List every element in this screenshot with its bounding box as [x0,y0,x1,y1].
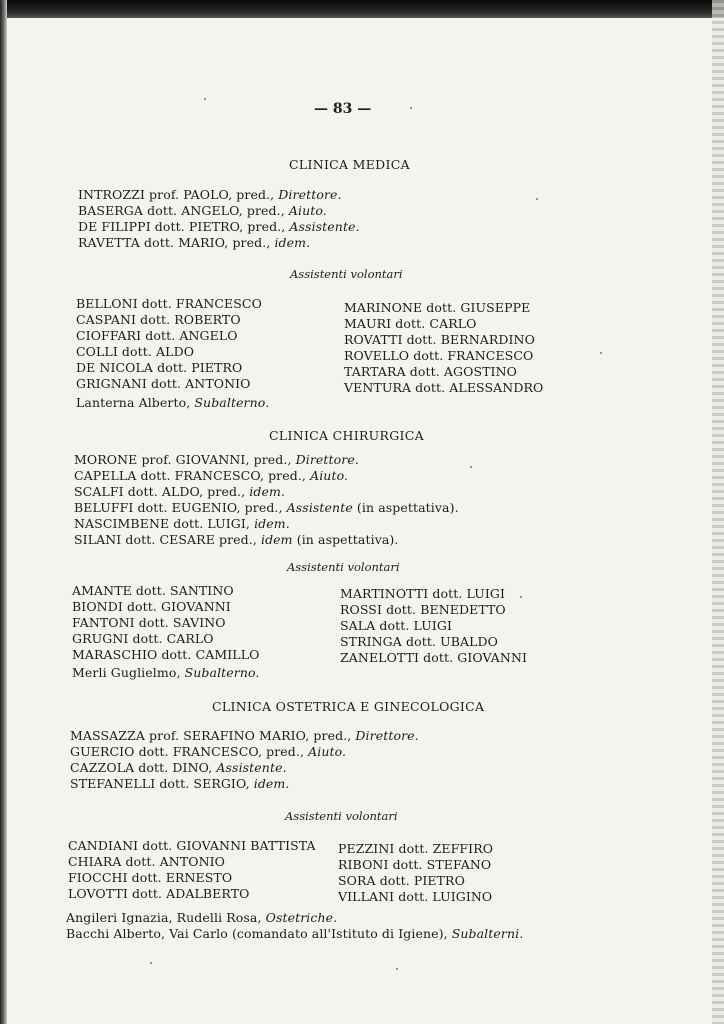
volunteer-name: BIONDI dott. GIOVANNI [72,599,231,614]
scan-speck [410,107,412,109]
section-heading: CLINICA MEDICA [289,157,410,172]
staff-line [74,452,359,468]
staff-role: Direttore. [295,452,359,467]
scan-speck [470,466,472,468]
scan-speck [536,198,538,200]
staff-note: (in aspettativa). [292,532,399,547]
staff-role: Aiuto. [310,468,349,483]
staff-role: idem. [274,235,311,250]
subalterno-name: Angileri Ignazia, Rudelli Rosa, [66,910,266,925]
volunteers-heading: Assistenti volontari [287,560,400,574]
subalterno-role: Subalterno. [184,665,260,680]
volunteer-name: MARINONE dott. GIUSEPPE [344,300,531,315]
volunteer-name: CHIARA dott. ANTONIO [68,854,226,869]
staff-role: Aiuto. [288,203,327,218]
subalterno-line [72,665,260,681]
page-number: — 83 — [314,101,372,117]
subalterno-line [66,910,337,926]
staff-name: SCALFI dott. ALDO, pred., [74,484,250,499]
volunteer-name: CIOFFARI dott. ANGELO [76,328,238,343]
subalterno-line [66,926,523,942]
volunteer-name: LOVOTTI dott. ADALBERTO [68,886,250,901]
staff-role: Direttore. [278,187,342,202]
volunteer-name: TARTARA dott. AGOSTINO [344,364,517,379]
scan-left-edge [0,0,7,1024]
staff-role: Assistente [286,500,353,515]
staff-role: Assistente. [216,760,287,775]
volunteer-name: MARTINOTTI dott. LUIGI [340,586,506,601]
subalterno-role: Ostetriche. [265,910,338,925]
volunteers-heading: Assistenti volontari [290,267,403,281]
volunteer-name: GRUGNI dott. CARLO [72,631,214,646]
staff-name: MORONE prof. GIOVANNI, pred., [74,452,296,467]
staff-line [74,484,285,500]
volunteer-name: AMANTE dott. SANTINO [72,583,234,598]
staff-role: Assistente. [289,219,360,234]
staff-name: GUERCIO dott. FRANCESCO, pred., [70,744,309,759]
staff-name: CAZZOLA dott. DINO, [70,760,217,775]
staff-name: STEFANELLI dott. SERGIO, [70,776,254,791]
staff-line [78,187,342,203]
staff-line [74,500,459,516]
scan-speck [204,98,206,100]
staff-name: SILANI dott. CESARE pred., [74,532,261,547]
volunteer-name: ROVATTI dott. BERNARDINO [344,332,535,347]
scan-speck [396,968,398,970]
section-heading: CLINICA CHIRURGICA [269,428,424,443]
staff-role: idem. [254,516,290,531]
staff-line [74,516,290,532]
volunteer-name: VENTURA dott. ALESSANDRO [344,380,544,395]
staff-name: MASSAZZA prof. SERAFINO MARIO, pred., [70,728,356,743]
volunteer-name: DE NICOLA dott. PIETRO [76,360,243,375]
staff-line [74,532,398,548]
volunteer-name: GRIGNANI dott. ANTONIO [76,376,251,391]
volunteer-name: ZANELOTTI dott. GIOVANNI [340,650,528,665]
volunteer-name: PEZZINI dott. ZEFFIRO [338,841,494,856]
volunteer-name: ROVELLO dott. FRANCESCO [344,348,534,363]
volunteer-name: RIBONI dott. STEFANO [338,857,492,872]
staff-name: BELUFFI dott. EUGENIO, pred., [74,500,287,515]
volunteer-name: FANTONI dott. SAVINO [72,615,226,630]
staff-name: RAVETTA dott. MARIO, pred., [78,235,275,250]
volunteer-name: MAURI dott. CARLO [344,316,477,331]
staff-line [70,744,346,760]
subalterno-role: Subalterno. [194,395,270,410]
volunteer-name: COLLI dott. ALDO [76,344,195,359]
staff-role: Aiuto. [308,744,347,759]
staff-name: NASCIMBENE dott. LUIGI, [74,516,255,531]
volunteer-name: SORA dott. PIETRO [338,873,465,888]
subalterno-line [76,395,269,411]
scan-speck [150,962,152,964]
staff-line [78,219,360,235]
subalterno-role: Subalterni. [451,926,524,941]
staff-role: Direttore. [355,728,419,743]
staff-role: idem [260,532,293,547]
staff-name: BASERGA dott. ANGELO, pred., [78,203,289,218]
volunteers-heading: Assistenti volontari [285,809,398,823]
staff-line [78,203,327,219]
volunteer-name: ROSSI dott. BENEDETTO [340,602,506,617]
subalterno-name: Merli Guglielmo, [72,665,185,680]
staff-name: INTROZZI prof. PAOLO, pred., [78,187,279,202]
staff-line [78,235,310,251]
staff-role: idem. [249,484,286,499]
scan-speck [600,352,602,354]
staff-note: (in aspettativa). [352,500,459,515]
volunteer-name: STRINGA dott. UBALDO [340,634,499,649]
staff-line [70,728,419,744]
volunteer-name: MARASCHIO dott. CAMILLO [72,647,260,662]
volunteer-name: SALA dott. LUIGI [340,618,453,633]
staff-line [70,760,287,776]
staff-role: idem. [253,776,290,791]
volunteer-name: CASPANI dott. ROBERTO [76,312,241,327]
scan-right-edge [712,0,724,1024]
staff-name: CAPELLA dott. FRANCESCO, pred., [74,468,311,483]
scan-top-border [0,0,724,18]
volunteer-name: FIOCCHI dott. ERNESTO [68,870,233,885]
scan-speck [520,596,522,598]
subalterno-name: Bacchi Alberto, Vai Carlo (comandato all'Istituto di Igiene), [66,926,452,941]
subalterno-name: Lanterna Alberto, [76,395,195,410]
volunteer-name: BELLONI dott. FRANCESCO [76,296,262,311]
staff-name: DE FILIPPI dott. PIETRO, pred., [78,219,290,234]
volunteer-name: CANDIANI dott. GIOVANNI BATTISTA [68,838,316,853]
volunteer-name: VILLANI dott. LUIGINO [338,889,493,904]
staff-line [74,468,348,484]
staff-line [70,776,289,792]
section-heading: CLINICA OSTETRICA E GINECOLOGICA [212,699,485,714]
